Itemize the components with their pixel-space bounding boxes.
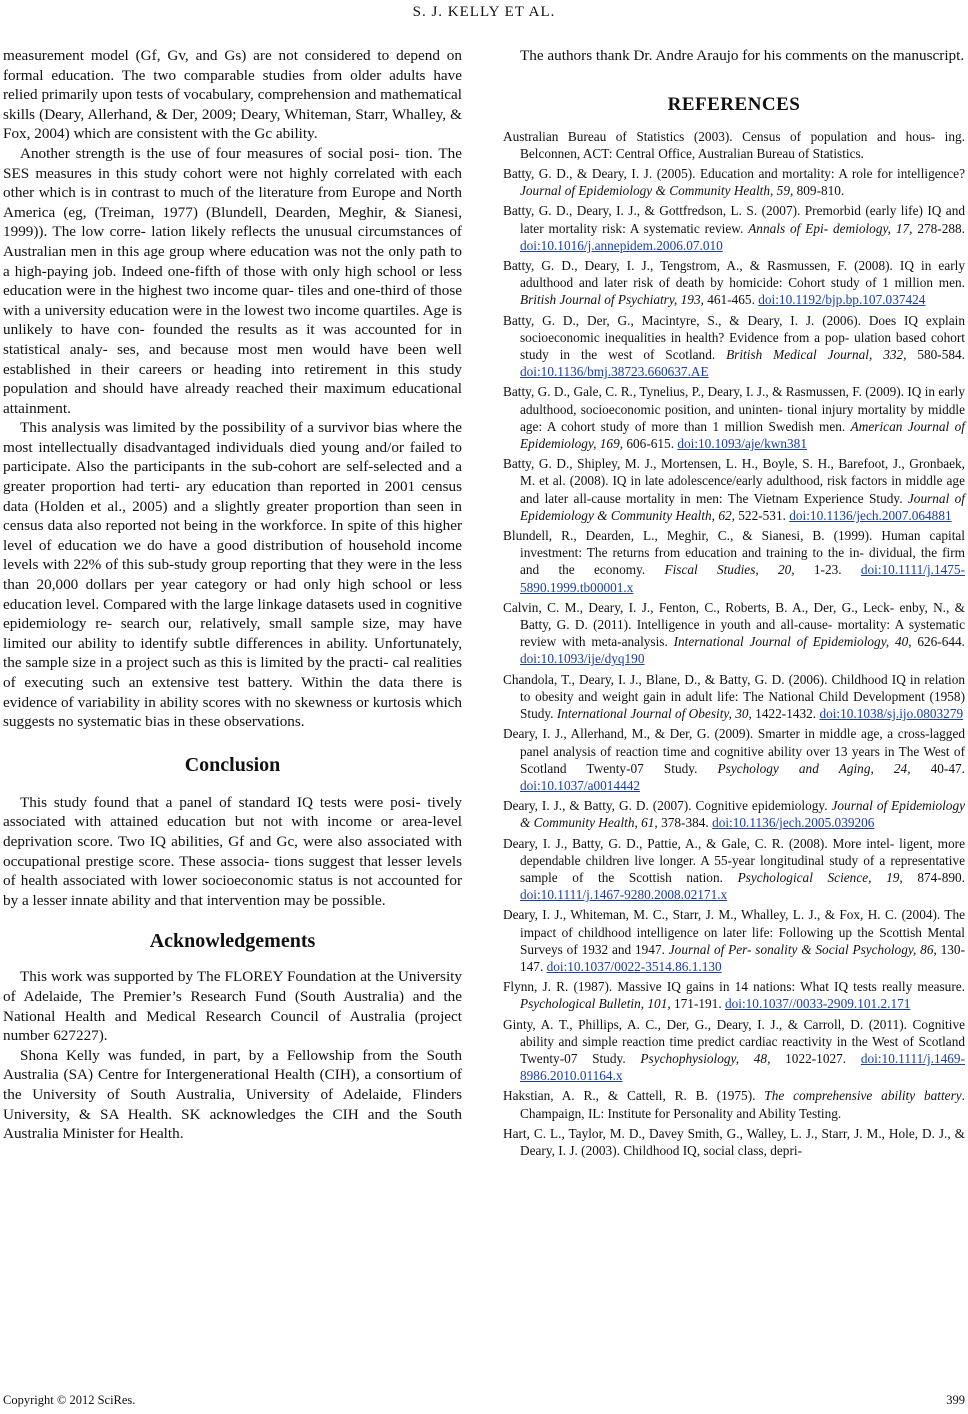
reference-text: Deary, I. J., Whiteman, M. C., Starr, J. M., Whalley, L. J., & Fox, H. C. (2004). The impact of childhood intelligence on later life: Following up the Scottish Mental Surveys of 1932 and 1947.: [503, 907, 965, 957]
reference-entry: [503, 312, 965, 381]
reference-pages: 40-47.: [910, 760, 965, 776]
ack-paragraph: Shona Kelly was funded, in part, by a Fellowship from the South Australia (SA) Centre for Intergenerational Health (CIH), a consortium of the University of South Australia, University of Adelaide, Flinders University, & SA Health. SK acknowledges the CIH and the South Australia Minister for Health.: [3, 1046, 462, 1143]
reference-text: Batty, G. D., Deary, I. J., & Gottfredson, L. S. (2007). Premorbid (early life) IQ and later mortality risk: A systematic review.: [503, 203, 965, 236]
reference-text: Calvin, C. M., Deary, I. J., Fenton, C., Roberts, B. A., Der, G., Leck- enby, N., & Batty, G. D. (2011). Intelligence in youth and all-cause- mortality: A systematic review with meta-analysis.: [503, 599, 965, 650]
doi-link[interactable]: doi:10.1037/0022-3514.86.1.130: [546, 958, 722, 974]
reference-text: Hart, C. L., Taylor, M. D., Davey Smith, G., Walley, L. J., Starr, J. M., Hole, D. J., & Deary, I. J. (2003). Childhood IQ, social class, depri-: [503, 1125, 965, 1158]
reference-journal: American Journal of Epidemiology, 169,: [520, 418, 965, 452]
doi-link[interactable]: doi:10.1016/j.annepidem.2006.07.010: [520, 237, 723, 253]
reference-text: Blundell, R., Dearden, L., Meghir, C., & Sianesi, B. (1999). Human capital investment: The returns from education and training to the in- dividual, the firm and the economy.: [503, 528, 965, 578]
acknowledgements-heading: Acknowledgements: [149, 930, 316, 953]
body-paragraph: Another strength is the use of four measures of social posi- tion. The SES measures in this study cohort were not highly correlated with each other which is in contrast to much of the literature from Europe and North America (eg, (Treiman, 1977) (Blundell, Dearden, Meghir, & Sianesi, 1999)). The low corre- lation likely reflects the unusual circumstances of Australian men in this age group where education was not the only path to a high-paying job. Indeed one-fifth of those with only high school or less education were in the highest two income quar- tiles and one-third of those with a university education were in the lowest two income quartiles. Age is unlikely to have con- founded the results as it was accounted for in statistical analy- ses, and because most men would have been well established in their careers or heading into retirement in this study population and should have already reached their maximum educational attainment.: [3, 144, 462, 417]
reference-journal: Journal of Epidemiology & Community Health, 61,: [520, 798, 966, 831]
reference-pages: 278-288.: [912, 220, 966, 236]
reference-text: Batty, G. D., Gale, C. R., Tynelius, P., Deary, I. J., & Rasmussen, F. (2009). IQ in early adulthood, socioeconomic position, and uninten- tional injury mortality by middle age: A cohort study of more than 1 million Swedish men.: [503, 384, 965, 434]
reference-pages: . Champaign, IL: Institute for Personality and Ability Testing.: [520, 1088, 965, 1121]
reference-journal: International Journal of Epidemiology, 40,: [673, 634, 912, 650]
reference-text: Batty, G. D., Deary, I. J., Tengstrom, A., & Rasmussen, F. (2008). IQ in early adulthood and later risk of death by homicide: Cohort study of 1 million men.: [503, 258, 965, 291]
reference-pages: 1-23.: [794, 562, 861, 578]
reference-entry: [503, 671, 965, 723]
reference-pages: 606-615.: [623, 436, 678, 452]
doi-link[interactable]: doi:10.1136/bmj.38723.660637.AE: [520, 364, 709, 380]
doi-link[interactable]: doi:10.1192/bjp.bp.107.037424: [758, 292, 926, 308]
reference-pages: 130-147.: [520, 941, 965, 974]
reference-text: Batty, G. D., Der, G., Macintyre, S., & Deary, I. J. (2006). Does IQ explain socioeconomic inequalities in health? Evidence from a pop- ulation based cohort study in the west of Scotland.: [503, 312, 965, 363]
reference-journal: Psychophysiology, 48,: [640, 1050, 771, 1066]
page-number: 399: [946, 1393, 965, 1407]
doi-link[interactable]: doi:10.1111/j.1475-5890.1999.tb00001.x: [520, 562, 965, 595]
reference-journal: Journal of Epidemiology & Community Health, 62,: [520, 490, 965, 523]
reference-text: Flynn, J. R. (1987). Massive IQ gains in 14 nations: What IQ tests really measure.: [503, 979, 965, 995]
reference-entry: [503, 1125, 965, 1159]
reference-pages: 378-384.: [657, 815, 713, 831]
reference-journal: British Journal of Psychiatry, 193,: [520, 292, 704, 308]
reference-entry: [503, 527, 965, 596]
reference-text: Chandola, T., Deary, I. J., Blane, D., & Batty, G. D. (2006). Childhood IQ in relation to obesity and weight gain in adult life: The National Child Development (1958) Study.: [503, 671, 965, 722]
reference-pages: 809-810.: [793, 183, 845, 199]
reference-journal: Journal of Epidemiology & Community Health, 59,: [520, 183, 794, 199]
reference-text: Hakstian, A. R., & Cattell, R. B. (1975).: [503, 1088, 765, 1104]
reference-pages: 1022-1027.: [770, 1050, 861, 1066]
doi-link[interactable]: doi:10.1037/a0014442: [520, 777, 641, 793]
reference-text: Deary, I. J., Allerhand, M., & Der, G. (2009). Smarter in middle age, a cross-lagged panel analysis of reaction time and cognitive ability over 13 years in The West of Scotland Twenty-07 Study.: [503, 726, 965, 776]
left-column: [3, 46, 462, 1144]
reference-text: Batty, G. D., & Deary, I. J. (2005). Education and mortality: A role for intelligence?: [503, 166, 965, 181]
running-header: S. J. KELLY ET AL.: [412, 4, 556, 20]
doi-link[interactable]: doi:10.1093/aje/kwn381: [677, 436, 807, 452]
right-column: [503, 46, 965, 1162]
doi-link[interactable]: doi:10.1038/sj.ijo.0803279: [819, 706, 964, 722]
reference-journal: Psychological Science, 19,: [737, 869, 903, 885]
reference-pages: 626-644.: [911, 634, 965, 650]
reference-list: [503, 128, 965, 1160]
reference-pages: 874-890.: [902, 869, 965, 885]
reference-entry: [503, 1087, 965, 1121]
reference-text: Deary, I. J., & Batty, G. D. (2007). Cognitive epidemiology.: [503, 798, 832, 814]
reference-entry: [503, 202, 965, 254]
reference-entry: [503, 257, 965, 309]
reference-journal: Journal of Per- sonality & Social Psychology, 86,: [668, 941, 937, 957]
reference-text: Ginty, A. T., Phillips, A. C., Der, G., Deary, I. J., & Carroll, D. (2011). Cognitive ability and simple reaction time predict cardiac reactivity in the West of Scotland Twenty-07 Study.: [503, 1016, 965, 1066]
copyright-notice: Copyright © 2012 SciRes.: [3, 1393, 136, 1407]
reference-entry: [503, 1016, 965, 1085]
reference-entry: [503, 128, 965, 162]
reference-pages: 461-465.: [703, 292, 759, 308]
body-paragraph: measurement model (Gf, Gv, and Gs) are not considered to depend on formal education. The two comparable studies from older adults have relied primarily upon tests of vocabulary, comprehension and mathematical skills (Deary, Allerhand, & Der, 2009; Deary, Whiteman, Starr, Whalley, & Fox, 2004) which are consistent with the Gc ability.: [3, 47, 462, 143]
conclusion-heading: Conclusion: [184, 753, 281, 776]
thanks-paragraph: The authors thank Dr. Andre Araujo for his comments on the manuscript.: [520, 47, 965, 64]
reference-pages: 1422-1432.: [751, 706, 820, 722]
doi-link[interactable]: doi:10.1136/jech.2007.064881: [789, 507, 952, 523]
reference-journal: International Journal of Obesity, 30,: [556, 706, 752, 722]
reference-entry: [503, 455, 965, 524]
reference-pages: 522-531.: [734, 507, 790, 523]
doi-link[interactable]: doi:10.1111/j.1467-9280.2008.02171.x: [520, 887, 728, 903]
reference-entry: [503, 725, 965, 794]
page-footer: [3, 1393, 965, 1408]
doi-link[interactable]: doi:10.1136/jech.2005.039206: [712, 815, 875, 831]
conclusion-paragraph: This study found that a panel of standard IQ tests were posi- tively associated with attained education but not with income or area-level deprivation score. Two IQ abilities, Gf and Gc, were also associated with occupational prestige score. These associa- tions suggest that lesser levels of health associated with lower socioeconomic status is not accounted for by a lesser innate ability and that intervention may be possible.: [3, 793, 462, 909]
doi-link[interactable]: doi:10.1111/j.1469-8986.2010.01164.x: [520, 1050, 966, 1084]
doi-link[interactable]: doi:10.1093/ije/dyq190: [520, 651, 645, 667]
reference-entry: [503, 835, 965, 904]
reference-journal: Fiscal Studies, 20,: [664, 562, 795, 578]
reference-text: Batty, G. D., Shipley, M. J., Mortensen, L. H., Boyle, S. H., Barefoot, J., Gronbaek, M. et al. (2008). IQ in late adolescence/early adulthood, risk factors in middle age and later all-cause mortality in men: The Vietnam Experience Study.: [503, 456, 965, 506]
reference-entry: [503, 165, 965, 199]
reference-entry: [503, 599, 965, 668]
references-heading: REFERENCES: [667, 93, 801, 115]
doi-link[interactable]: doi:10.1037//0033-2909.101.2.171: [724, 996, 911, 1012]
reference-journal: Psychological Bulletin, 101,: [520, 996, 671, 1012]
reference-entry: [503, 978, 965, 1012]
ack-paragraph: This work was supported by The FLOREY Foundation at the University of Adelaide, The Premier’s Research Fund (South Australia) and the National Health and Medical Research Council of Australia (project number 627227).: [3, 968, 462, 1045]
reference-entry: [503, 383, 965, 452]
reference-entry: [503, 797, 965, 831]
reference-journal: British Medical Journal, 332,: [726, 347, 907, 363]
reference-pages: 580-584.: [906, 347, 966, 363]
reference-pages: 171-191.: [670, 996, 725, 1012]
reference-text: Deary, I. J., Batty, G. D., Pattie, A., & Gale, C. R. (2008). More intel- ligent, more dependable children live longer. A 55-year longitudinal study of a representative sample of the Scottish nation.: [503, 835, 965, 885]
body-paragraph: This analysis was limited by the possibility of a survivor bias where the most intellectually disadvantaged individuals died young and/or failed to participate. Also the participants in the sub-cohort are self-selected and a greater proportion had terti- ary education than reported in 2001 census data (Holden et al., 2005) and a slightly greater proportion than seen in census data also reported not being in the workforce. In spite of this higher level of education we do have a good distribution of household income levels with 22% of this sub-study group reporting that they were in the less than 20,000 dollars per year category or had only high school or less education level. Compared with the large linkage datasets used in cognitive epidemiology re- search our, relatively, small sample size, may have limited our ability to identify subtle differences in ability. Unfortunately, the sample size in a project such as this is limited by the practi- cal realities of executing such an extensive test battery. Within the data there is evidence of variability in ability scores with no skewness or kurtosis which suggests no systematic bias in these observations.: [3, 419, 462, 731]
reference-journal: Annals of Epi- demiology, 17,: [748, 220, 913, 236]
reference-journal: Psychology and Aging, 24,: [717, 760, 911, 776]
reference-text: Australian Bureau of Statistics (2003). Census of population and hous- ing. Belconnen, ACT: Central Office, Australian Bureau of Statistics.: [503, 128, 965, 161]
reference-entry: [503, 906, 965, 975]
reference-journal: The comprehensive ability battery: [764, 1088, 962, 1104]
